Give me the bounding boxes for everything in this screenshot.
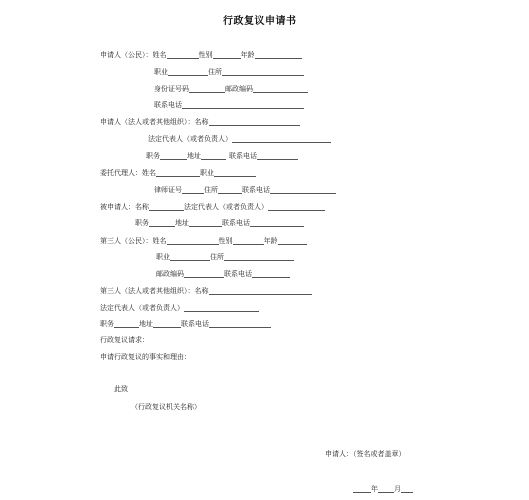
third-org-rep-field[interactable] [184, 304, 259, 312]
position-field[interactable] [160, 152, 187, 160]
agent-label: 委托代理人： [100, 169, 142, 177]
org-name-label: 名称 [194, 118, 209, 126]
applicant-person-row-4 [154, 101, 304, 109]
postcode-field[interactable] [253, 85, 308, 93]
applicant-org-row-1 [100, 118, 300, 126]
respondent-phone-label: 联系电话 [222, 219, 250, 227]
year-field[interactable] [353, 485, 371, 493]
salutation: 此致 [114, 385, 128, 393]
respondent-rep-field[interactable] [268, 203, 325, 211]
third-org-position-field[interactable] [114, 320, 139, 328]
third-person-label: 第三人（公民）： [100, 237, 153, 245]
respondent-name-label: 名称 [135, 203, 149, 211]
gender-label: 性别 [198, 51, 213, 59]
third-name-field[interactable] [167, 237, 219, 245]
third-org-address-field[interactable] [153, 320, 181, 328]
applicant-person-row-2 [154, 68, 304, 76]
id-number-label: 身份证号码 [154, 85, 189, 93]
address-label: 地址 [187, 152, 201, 160]
respondent-row-1 [100, 203, 325, 211]
third-org-row-1 [100, 287, 312, 295]
respondent-position-field[interactable] [149, 219, 175, 227]
third-name-label: 姓名 [152, 237, 167, 245]
third-gender-label: 性别 [218, 237, 233, 245]
phone-field[interactable] [257, 152, 298, 160]
respondent-phone-field[interactable] [250, 219, 304, 227]
third-postcode-field[interactable] [184, 270, 224, 278]
agent-phone-field[interactable] [270, 186, 336, 194]
document-title: 行政复议申请书 [223, 16, 297, 27]
occupation-field[interactable] [168, 68, 208, 76]
respondent-address-label: 地址 [175, 219, 189, 227]
respondent-position-label: 职务 [135, 219, 149, 227]
agent-phone-label: 联系电话 [242, 186, 270, 194]
legal-rep-field[interactable] [232, 135, 331, 143]
id-number-field[interactable] [189, 85, 225, 93]
third-person-row-3 [156, 270, 290, 278]
third-age-label: 年龄 [263, 237, 278, 245]
address-label: 住所 [208, 68, 222, 76]
agent-name-label: 姓名 [142, 169, 156, 177]
third-phone-field[interactable] [252, 270, 290, 278]
respondent-address-field[interactable] [189, 219, 222, 227]
license-label: 律师证号 [154, 186, 182, 194]
phone-label: 联系电话 [229, 152, 257, 160]
third-person-row-1 [100, 237, 307, 245]
license-field[interactable] [182, 186, 204, 194]
third-person-row-2 [156, 253, 294, 261]
date-line [353, 485, 413, 493]
third-age-field[interactable] [278, 237, 307, 245]
occupation-label: 职业 [154, 68, 168, 76]
gender-field[interactable] [213, 51, 241, 59]
facts-label: 申请行政复议的事实和理由： [100, 353, 191, 361]
third-org-label: 第三人（法人或者其他组织）： [100, 287, 195, 295]
third-org-address-label: 地址 [139, 320, 153, 328]
applicant-org-row-3 [146, 152, 298, 160]
applicant-person-label: 申请人（公民）： [100, 51, 153, 59]
respondent-name-field[interactable] [149, 203, 184, 211]
agent-occupation-field[interactable] [214, 169, 256, 177]
agent-address-label: 住所 [204, 186, 218, 194]
address-field[interactable] [201, 152, 226, 160]
address-field[interactable] [222, 68, 304, 76]
respondent-label: 被申请人： [100, 203, 135, 211]
third-org-position-label: 职务 [100, 320, 114, 328]
third-org-row-2 [100, 304, 259, 312]
month-field[interactable] [378, 485, 394, 493]
request-label: 行政复议请求： [100, 336, 149, 344]
month-label: 月 [394, 485, 401, 493]
age-label: 年龄 [240, 51, 255, 59]
postcode-label: 邮政编码 [225, 85, 253, 93]
third-org-name-label: 名称 [194, 287, 209, 295]
phone-label: 联系电话 [154, 101, 182, 109]
third-org-phone-label: 联系电话 [181, 320, 209, 328]
phone-field[interactable] [182, 101, 304, 109]
applicant-person-row-3 [154, 85, 308, 93]
third-occupation-field[interactable] [170, 253, 210, 261]
applicant-org-row-2 [148, 135, 331, 143]
third-org-name-field[interactable] [209, 287, 312, 295]
third-org-row-3 [100, 320, 271, 328]
respondent-rep-label: 法定代表人（或者负责人） [184, 203, 268, 211]
respondent-row-2 [135, 219, 304, 227]
name-label: 姓名 [152, 51, 167, 59]
third-postcode-label: 邮政编码 [156, 270, 184, 278]
age-field[interactable] [255, 51, 302, 59]
day-field[interactable] [401, 485, 413, 493]
agent-row-2 [154, 186, 336, 194]
applicant-person-row-1 [100, 51, 302, 59]
signature-line: 申请人：（签名或者盖章） [325, 450, 406, 458]
applicant-org-label: 申请人（法人或者其他组织）： [100, 118, 195, 126]
name-field[interactable] [167, 51, 199, 59]
agent-row-1 [100, 169, 256, 177]
third-address-label: 住所 [210, 253, 224, 261]
position-label: 职务 [146, 152, 160, 160]
agent-address-field[interactable] [218, 186, 242, 194]
third-org-rep-label: 法定代表人（或者负责人） [100, 304, 184, 312]
legal-rep-label: 法定代表人（或者负责人） [148, 135, 232, 143]
third-phone-label: 联系电话 [224, 270, 252, 278]
third-org-phone-field[interactable] [209, 320, 271, 328]
org-name-field[interactable] [209, 118, 300, 126]
third-occupation-label: 职业 [156, 253, 170, 261]
third-gender-field[interactable] [233, 237, 264, 245]
agent-occupation-label: 职业 [200, 169, 214, 177]
recipient: （行政复议机关名称） [131, 403, 201, 411]
year-label: 年 [371, 485, 378, 493]
agent-name-field[interactable] [156, 169, 200, 177]
third-address-field[interactable] [224, 253, 294, 261]
